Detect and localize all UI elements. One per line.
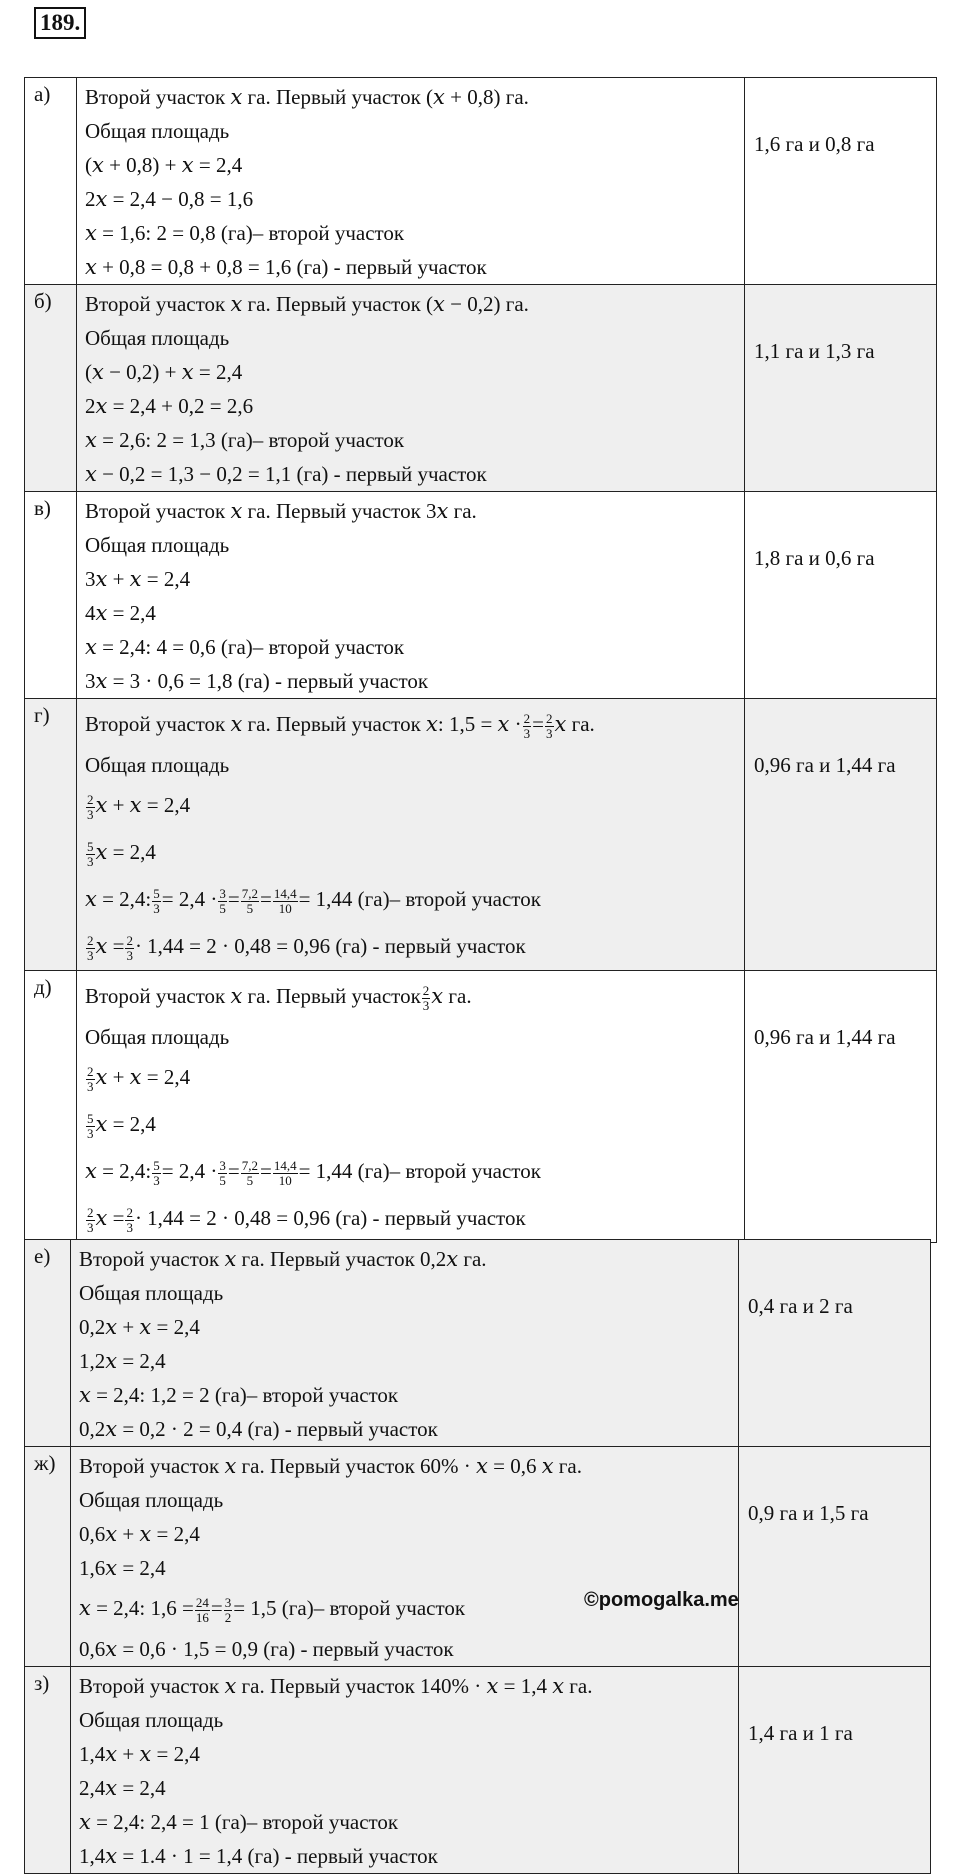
fraction-numerator: 5 [153, 1157, 160, 1173]
solution-line: 2𝑥 = 2,4 − 0,8 = 1,6 [85, 187, 254, 211]
task-number-value: 189 [40, 10, 75, 35]
solution-steps [71, 1667, 739, 1874]
fraction [86, 1112, 95, 1141]
fraction-denominator: 5 [219, 900, 226, 916]
answer-text: 1,6 га и 0,8 га [754, 132, 875, 156]
solution-line: 4𝑥 = 2,4 [85, 601, 156, 625]
math-text: Второй участок 𝑥 га. Первый участок [85, 984, 421, 1008]
fraction-numerator: 2 [523, 710, 531, 726]
solution-steps [77, 285, 745, 492]
fraction-denominator: 5 [246, 900, 254, 916]
fraction-denominator: 16 [195, 1609, 209, 1625]
fraction-denominator: 10 [278, 900, 292, 916]
solution-line: 0,6𝑥 + 𝑥 = 2,4 [79, 1522, 200, 1546]
fraction-denominator: 3 [87, 853, 94, 869]
solution-line: 𝑥 − 0,2 = 1,3 − 0,2 = 1,1 (га) - первый участок [85, 462, 487, 486]
solution-line [85, 1101, 744, 1148]
math-text: 𝑥 = [95, 1206, 125, 1230]
solution-steps [77, 492, 745, 699]
answer-cell [739, 1667, 931, 1874]
solution-line: (𝑥 − 0,2) + 𝑥 = 2,4 [85, 360, 243, 384]
table-row [25, 285, 937, 492]
item-letter: г) [25, 699, 77, 971]
solution-line: 0,2𝑥 = 0,2 · 2 = 0,4 (га) - первый участок [79, 1417, 438, 1441]
math-text: = 2,4 · [161, 1159, 218, 1183]
solution-line: Второй участок 𝑥 га. Первый участок (𝑥 + 0,8) га. [85, 85, 529, 109]
table-row [25, 971, 937, 1243]
item-letter: д) [25, 971, 77, 1243]
solution-line: Общая площадь [85, 533, 230, 557]
solution-steps [77, 971, 745, 1243]
fraction-denominator: 3 [546, 725, 553, 741]
fraction-numerator: 3 [219, 885, 226, 901]
fraction-numerator: 2 [87, 791, 94, 807]
solution-line: 0,2𝑥 + 𝑥 = 2,4 [79, 1315, 200, 1339]
fraction-denominator: 3 [87, 947, 94, 963]
fraction [86, 840, 95, 869]
solution-table-2 [24, 1239, 931, 1874]
fraction-denominator: 3 [422, 997, 430, 1013]
math-text: 𝑥 = 2,4: [85, 1159, 152, 1183]
answer-text: 0,96 га и 1,44 га [754, 1025, 896, 1049]
fraction-numerator: 2 [126, 932, 133, 948]
math-text: = 1,44 (га)– второй участок [298, 1159, 541, 1183]
fraction-numerator: 5 [153, 885, 160, 901]
fraction-numerator: 3 [224, 1594, 232, 1610]
fraction-numerator: 14,4 [273, 1157, 297, 1173]
math-text: 𝑥 = 2,4: [85, 887, 152, 911]
fraction [224, 1596, 233, 1625]
fraction-numerator: 24 [195, 1594, 209, 1610]
answer-cell [739, 1240, 931, 1447]
solution-line: Общая площадь [85, 753, 230, 777]
fraction-numerator: 14,4 [273, 885, 297, 901]
solution-line: 3𝑥 + 𝑥 = 2,4 [85, 567, 191, 591]
solution-line [85, 1054, 744, 1101]
solution-line [85, 923, 744, 970]
fraction-numerator: 2 [546, 710, 553, 726]
solution-line: 1,6𝑥 = 2,4 [79, 1556, 166, 1580]
fraction [218, 1159, 227, 1188]
answer-cell [745, 699, 937, 971]
math-text: = 1,44 (га)– второй участок [298, 887, 541, 911]
solution-line: Второй участок 𝑥 га. Первый участок 60% · 𝑥 = 0,6 𝑥 га. [79, 1454, 582, 1478]
fraction [241, 887, 259, 916]
answer-cell [745, 971, 937, 1243]
solution-line: 𝑥 = 2,6: 2 = 1,3 (га)– второй участок [85, 428, 405, 452]
fraction [86, 1065, 95, 1094]
solution-line: Общая площадь [85, 119, 230, 143]
solution-line [85, 1148, 744, 1195]
fraction [422, 984, 431, 1013]
fraction-denominator: 3 [126, 947, 133, 963]
solution-line: Общая площадь [85, 1025, 230, 1049]
math-text: Второй участок 𝑥 га. Первый участок 𝑥: 1,5 = 𝑥 · [85, 712, 522, 736]
table-row [25, 1240, 931, 1447]
math-text: · 1,44 = 2 · 0,48 = 0,96 (га) - первый участок [134, 934, 526, 958]
solution-steps [71, 1447, 739, 1667]
solution-line: 𝑥 + 0,8 = 0,8 + 0,8 = 1,6 (га) - первый участок [85, 255, 487, 279]
fraction-denominator: 10 [278, 1172, 292, 1188]
fraction-numerator: 2 [126, 1204, 133, 1220]
solution-line: Общая площадь [85, 326, 230, 350]
solution-line: 2𝑥 = 2,4 + 0,2 = 2,6 [85, 394, 254, 418]
math-text: 𝑥 га. [554, 712, 595, 736]
solution-line: Второй участок 𝑥 га. Первый участок 3𝑥 га. [85, 499, 477, 523]
item-letter: а) [25, 78, 77, 285]
math-text: 𝑥 = 2,4 [95, 1112, 156, 1136]
fraction [195, 1596, 210, 1625]
fraction-denominator: 3 [153, 1172, 160, 1188]
solution-line: 𝑥 = 2,4: 1,2 = 2 (га)– второй участок [79, 1383, 399, 1407]
answer-cell [745, 285, 937, 492]
fraction-denominator: 2 [224, 1609, 232, 1625]
fraction [545, 712, 554, 741]
table-row [25, 1667, 931, 1874]
solution-steps [77, 699, 745, 971]
solution-line: 1,2𝑥 = 2,4 [79, 1349, 166, 1373]
fraction-denominator: 3 [87, 1078, 94, 1094]
solution-steps [77, 78, 745, 285]
math-text: = 2,4 · [161, 887, 218, 911]
fraction [152, 887, 161, 916]
solution-line: Общая площадь [79, 1708, 224, 1732]
math-text: = [227, 887, 240, 911]
item-letter: е) [25, 1240, 71, 1447]
fraction [273, 1159, 298, 1188]
solution-line [85, 973, 744, 1020]
math-text: · 1,44 = 2 · 0,48 = 0,96 (га) - первый участок [134, 1206, 526, 1230]
solution-line: (𝑥 + 0,8) + 𝑥 = 2,4 [85, 153, 243, 177]
math-text: 𝑥 = 2,4: 1,6 = [79, 1596, 194, 1620]
item-letter: в) [25, 492, 77, 699]
math-text: = [259, 1159, 272, 1183]
fraction-numerator: 2 [87, 1204, 94, 1220]
math-text: 𝑥 га. [431, 984, 472, 1008]
solution-line: 𝑥 = 1,6: 2 = 0,8 (га)– второй участок [85, 221, 405, 245]
fraction-numerator: 7,2 [241, 885, 258, 901]
fraction-denominator: 3 [523, 725, 531, 741]
fraction [125, 1206, 134, 1235]
math-text: 𝑥 = 2,4 [95, 840, 156, 864]
fraction [86, 1206, 95, 1235]
fraction-numerator: 2 [422, 982, 430, 998]
item-letter: ж) [25, 1447, 71, 1667]
fraction-denominator: 5 [219, 1172, 226, 1188]
fraction-numerator: 7,2 [241, 1157, 258, 1173]
solution-line: 0,6𝑥 = 0,6 · 1,5 = 0,9 (га) - первый участок [79, 1637, 454, 1661]
solution-line: Второй участок 𝑥 га. Первый участок 0,2𝑥 га. [79, 1247, 487, 1271]
math-text: 𝑥 = [95, 934, 125, 958]
fraction [125, 934, 134, 963]
fraction [241, 1159, 259, 1188]
answer-cell [739, 1447, 931, 1667]
math-text: = [259, 887, 272, 911]
solution-line [85, 829, 744, 876]
answer-text: 1,1 га и 1,3 га [754, 339, 875, 363]
fraction-numerator: 5 [87, 838, 94, 854]
math-text: 𝑥 + 𝑥 = 2,4 [95, 793, 191, 817]
item-letter: з) [25, 1667, 71, 1874]
fraction-denominator: 3 [87, 806, 94, 822]
fraction-numerator: 2 [87, 1063, 94, 1079]
math-text: = [227, 1159, 240, 1183]
fraction-numerator: 2 [87, 932, 94, 948]
solution-line: 𝑥 = 2,4: 4 = 0,6 (га)– второй участок [85, 635, 405, 659]
table-row [25, 78, 937, 285]
fraction-denominator: 3 [87, 1125, 94, 1141]
fraction-denominator: 5 [246, 1172, 254, 1188]
table-row [25, 492, 937, 699]
table-row [25, 699, 937, 971]
solution-line: 1,4𝑥 = 1.4 · 1 = 1,4 (га) - первый участок [79, 1844, 438, 1868]
answer-text: 0,96 га и 1,44 га [754, 753, 896, 777]
fraction-denominator: 3 [87, 1219, 94, 1235]
fraction-numerator: 5 [87, 1110, 94, 1126]
solution-line: 2,4𝑥 = 2,4 [79, 1776, 166, 1800]
fraction-numerator: 3 [219, 1157, 226, 1173]
math-text: = [210, 1596, 223, 1620]
watermark: ©pomogalka.me [584, 1589, 739, 1611]
solution-line [85, 701, 744, 748]
item-letter: б) [25, 285, 77, 492]
answer-text: 0,4 га и 2 га [748, 1294, 853, 1318]
fraction [273, 887, 298, 916]
solution-line: 1,4𝑥 + 𝑥 = 2,4 [79, 1742, 200, 1766]
table-row [25, 1447, 931, 1667]
task-number: 189. [34, 7, 86, 39]
fraction [152, 1159, 161, 1188]
answer-text: 1,8 га и 0,6 га [754, 546, 875, 570]
fraction [86, 934, 95, 963]
answer-text: 0,9 га и 1,5 га [748, 1501, 869, 1525]
solution-line: Общая площадь [79, 1488, 224, 1512]
solution-line: Второй участок 𝑥 га. Первый участок 140% · 𝑥 = 1,4 𝑥 га. [79, 1674, 593, 1698]
answer-text: 1,4 га и 1 га [748, 1721, 853, 1745]
solution-line: 3𝑥 = 3 · 0,6 = 1,8 (га) - первый участок [85, 669, 429, 693]
fraction-denominator: 3 [153, 900, 160, 916]
math-text: = [532, 712, 544, 736]
answer-cell [745, 78, 937, 285]
solution-line [85, 782, 744, 829]
solution-line [85, 1195, 744, 1242]
solution-line [85, 876, 744, 923]
math-text: = 1,5 (га)– второй участок [233, 1596, 466, 1620]
fraction-denominator: 3 [126, 1219, 133, 1235]
fraction [86, 793, 95, 822]
solution-table-1 [24, 77, 937, 1243]
solution-steps [71, 1240, 739, 1447]
answer-cell [745, 492, 937, 699]
fraction [218, 887, 227, 916]
solution-line: Общая площадь [79, 1281, 224, 1305]
math-text: 𝑥 + 𝑥 = 2,4 [95, 1065, 191, 1089]
fraction [523, 712, 532, 741]
solution-line: 𝑥 = 2,4: 2,4 = 1 (га)– второй участок [79, 1810, 399, 1834]
solution-line: Второй участок 𝑥 га. Первый участок (𝑥 − 0,2) га. [85, 292, 529, 316]
